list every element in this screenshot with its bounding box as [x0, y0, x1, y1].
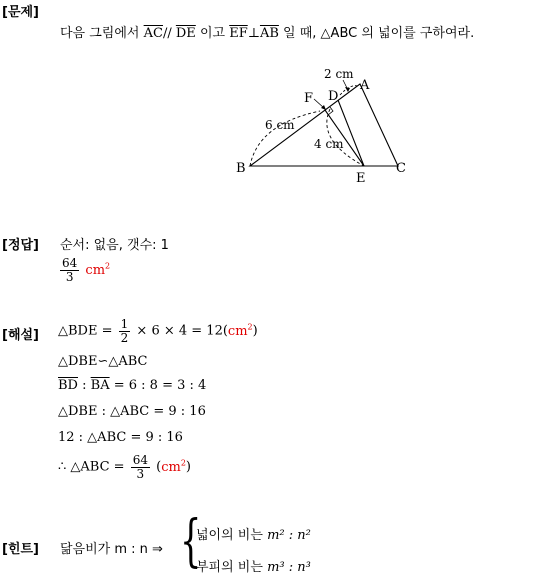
answer-unit: $cm^2$ — [85, 261, 111, 278]
label-c: C — [396, 161, 406, 176]
label-f: F — [304, 91, 314, 106]
solution-half-fraction: $\frac{1}{2}$ — [120, 317, 129, 345]
problem-tag: [문제] — [2, 5, 39, 20]
hint-case-1: 넓이의 비는 m² : n² — [196, 528, 311, 543]
question-text: 일 때, △ABC 의 넓이를 구하여라. — [283, 26, 475, 41]
solution-line-3: $\overline{BD}$ : $\overline{BA} = 6$ : 8 = 3 : 4 — [58, 378, 207, 393]
solution-unit-1: $cm^2$ — [227, 322, 253, 339]
label-b: B — [236, 161, 246, 176]
solution-line-5: 12 : △ABC = 9 : 16 — [58, 430, 183, 445]
perp-symbol: ⊥ — [247, 26, 260, 41]
segment-ef: $\overline{EF}$ — [229, 26, 248, 41]
answer-order: 순서: 없음, 갯수: 1 — [60, 238, 169, 253]
hint-lead: 닮음비가 m : n ⇒ — [60, 542, 163, 557]
label-4cm: 4 cm — [314, 137, 344, 151]
solution-line-6: ∴ △ABC = $\frac{64}{3}$ $(cm^2)$ — [58, 453, 191, 481]
solution-unit-6: $cm^2$ — [161, 458, 186, 475]
answer-value — [58, 257, 110, 283]
hint-brace: { — [180, 509, 202, 574]
segment-de: $\overline{DE}$ — [175, 26, 196, 41]
triangle-figure — [228, 62, 418, 187]
label-6cm: 6 cm — [265, 118, 295, 132]
label-2cm: 2 cm — [324, 67, 354, 81]
solution-line-1: △BDE = $\frac{1}{2}$ × $6 \times 4 = 12(cm^2)$ — [58, 317, 258, 345]
question-text: 다음 그림에서 — [60, 26, 140, 41]
question-text: 이고 — [199, 26, 226, 41]
solution-line-4: △DBE : △ABC = 9 : 16 — [58, 404, 206, 419]
answer-fraction — [60, 257, 79, 283]
arrowhead-2cm — [345, 87, 350, 92]
answer-tag: [정답] — [2, 238, 39, 253]
hint-tag: [힌트] — [2, 542, 39, 557]
solution-tag: [해설] — [2, 328, 39, 343]
label-a: A — [360, 78, 370, 93]
parallel-symbol: // — [162, 26, 172, 41]
solution-result-fraction: $\frac{64}{3}$ — [132, 453, 148, 481]
solution-line-2: △DBE∽△ABC — [58, 354, 148, 369]
hint-case-2: 부피의 비는 m³ : n³ — [196, 560, 311, 575]
answer-numerator: 64 — [62, 256, 78, 270]
segment-de-line — [338, 100, 364, 166]
problem-question — [60, 22, 474, 41]
segment-ac: $\overline{AC}$ — [143, 26, 163, 41]
answer-denominator: 3 — [65, 269, 74, 284]
segment-ab: $\overline{AB}$ — [259, 26, 279, 41]
label-d: D — [328, 89, 339, 104]
label-e: E — [356, 171, 366, 186]
